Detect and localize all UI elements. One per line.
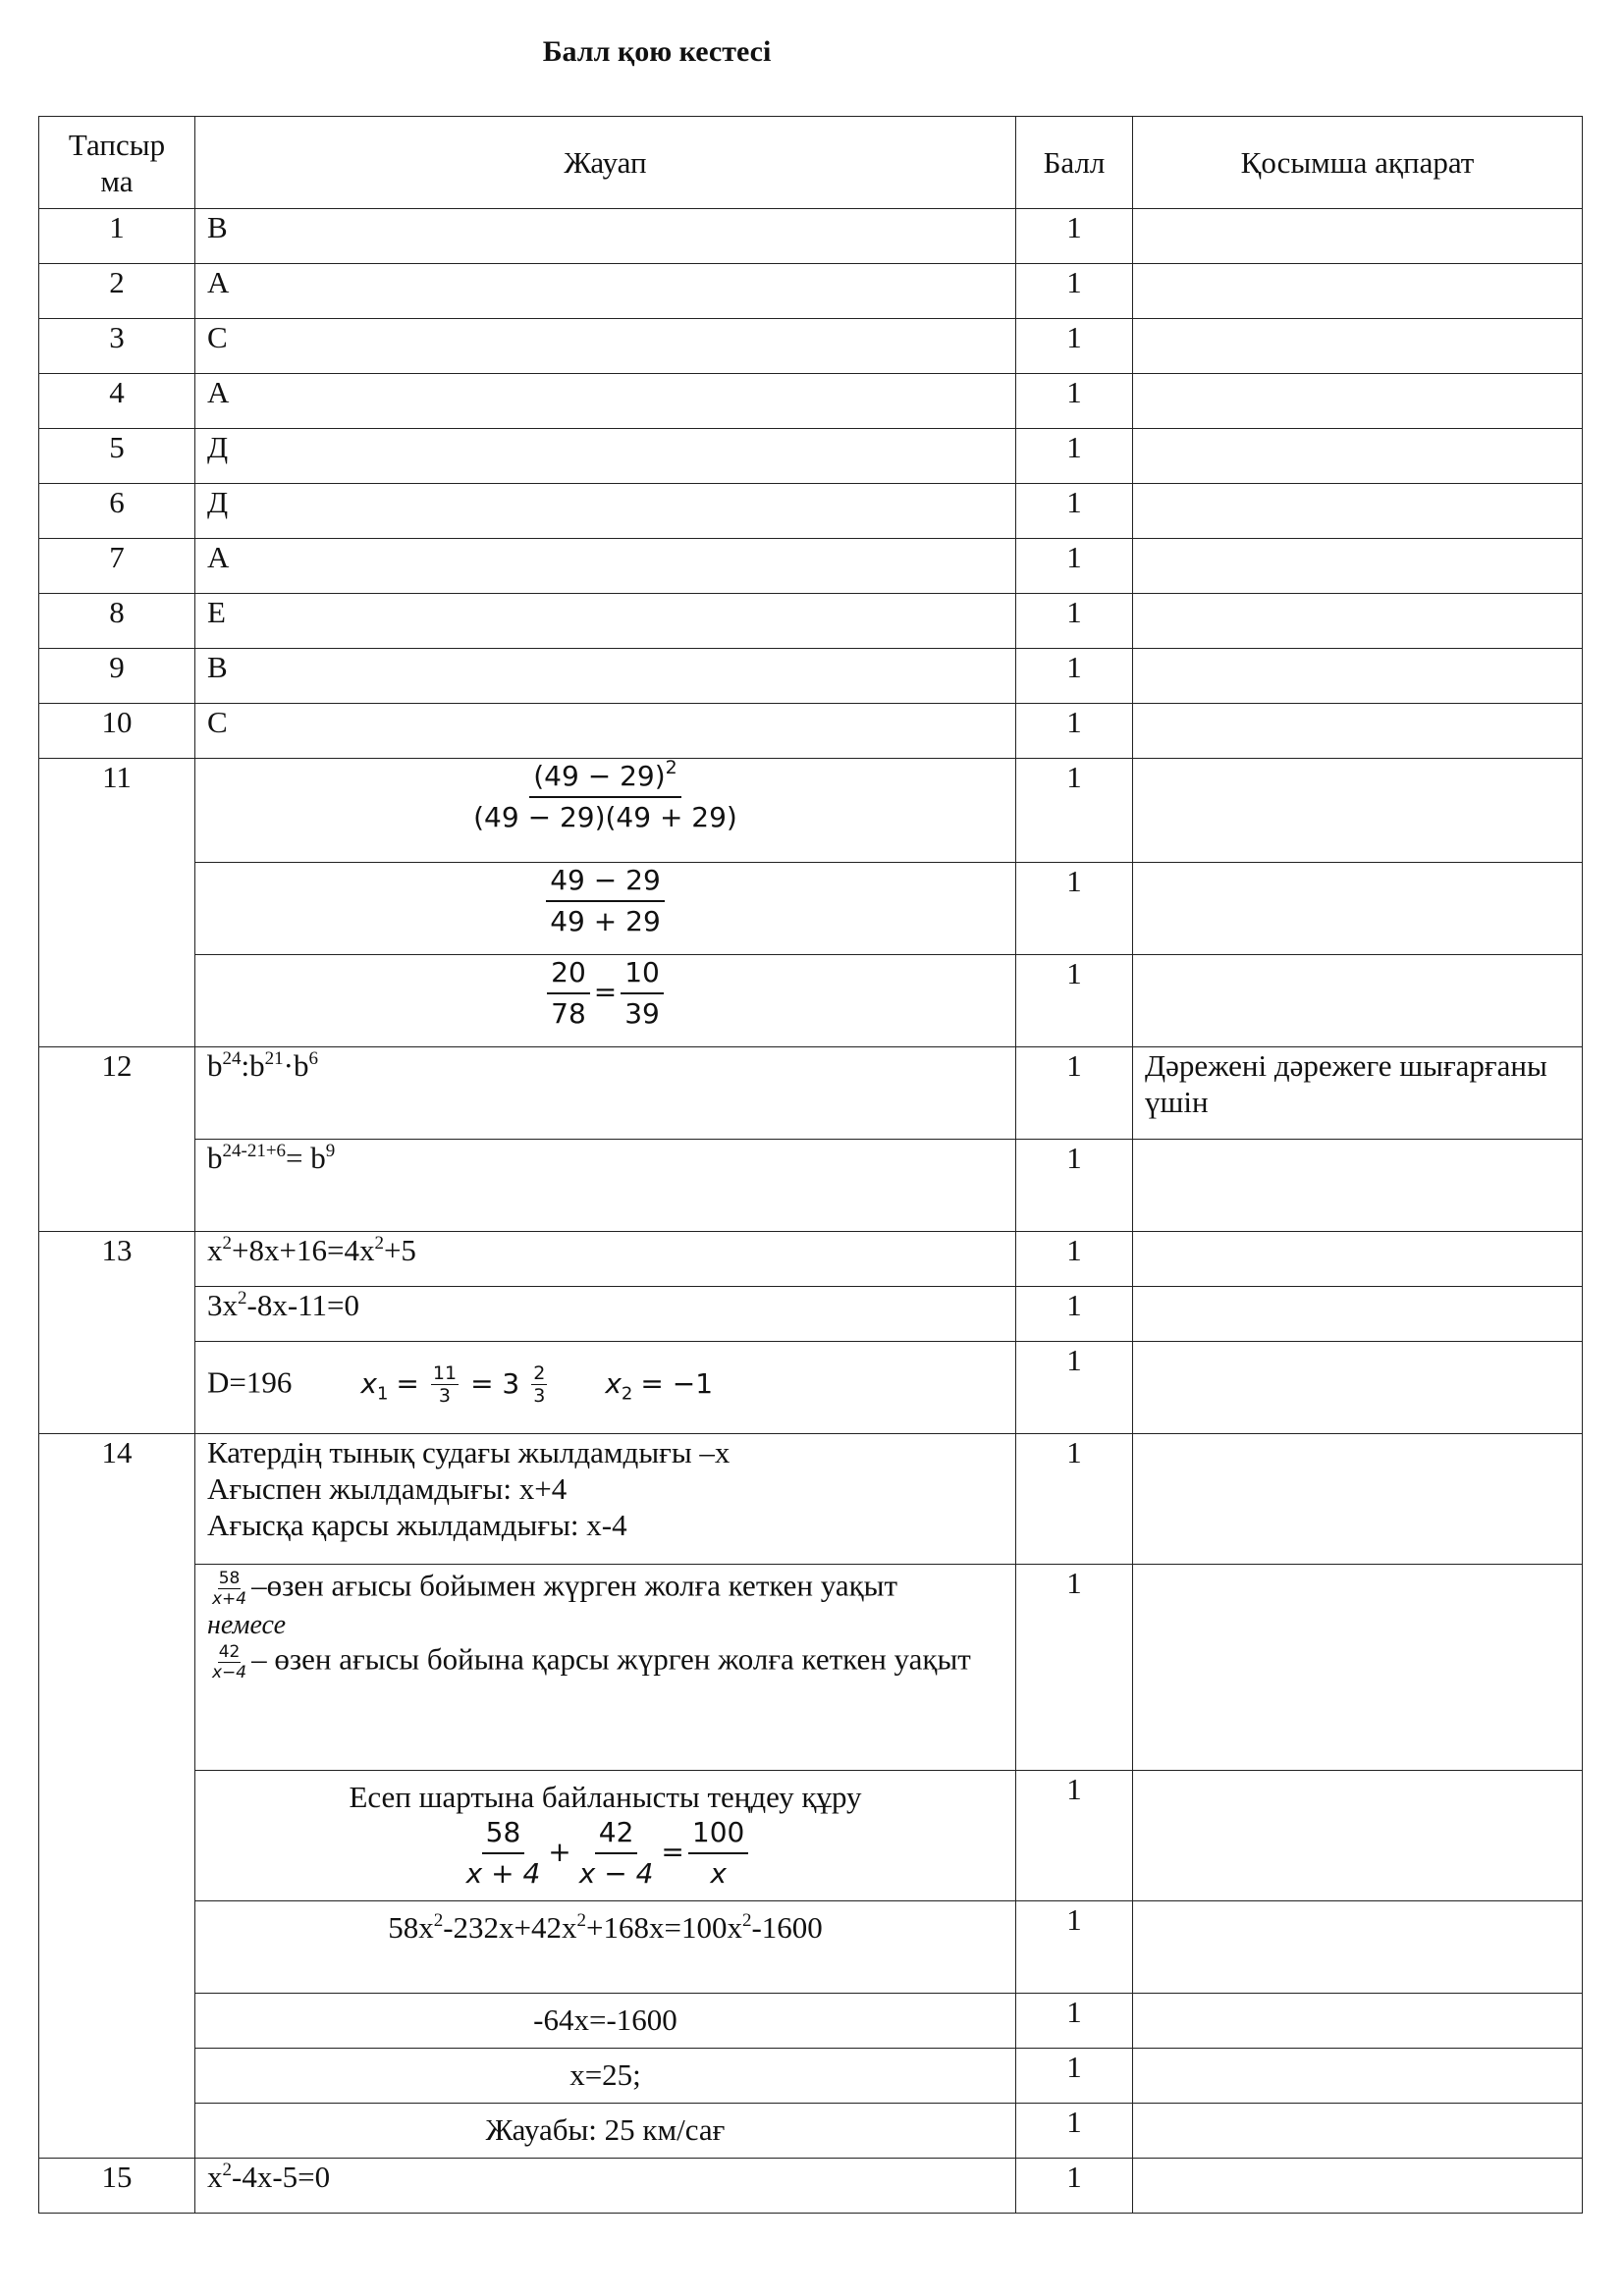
answer-cell: Жауабы: 25 км/сағ — [195, 2104, 1016, 2159]
extra-cell — [1133, 1140, 1583, 1232]
table-row-14-step-1 — [39, 1434, 1583, 1565]
fraction: $\frac{2}{3}$ — [533, 1362, 546, 1408]
extra-cell — [1133, 1994, 1583, 2049]
answer-cell: $\frac{20}{78}$ = $\frac{10}{39}$ — [195, 955, 1016, 1047]
answer-cell: $b^{24}:b^{21}\cdot b^6$ — [195, 1047, 1016, 1140]
page-title: Балл қою кестесі — [542, 35, 772, 68]
table-row-14-step-7 — [39, 2104, 1583, 2159]
task-number: 14 — [39, 1434, 195, 2159]
extra-cell — [1133, 863, 1583, 955]
answer-cell: $x^2+8x+16=4x^2+5$ — [195, 1232, 1016, 1287]
table-row — [39, 209, 1583, 264]
table-row-12-step-1 — [39, 1047, 1583, 1140]
score-cell: 1 — [1016, 1771, 1133, 1901]
grading-table — [38, 116, 1583, 2214]
table-row-14-step-6 — [39, 2049, 1583, 2104]
answer-cell: A — [195, 264, 1016, 319]
fraction: $\frac{100}{x}$ — [688, 1815, 748, 1892]
task-number: 5 — [39, 429, 195, 484]
score-cell: 1 — [1016, 1287, 1133, 1342]
score-cell: 1 — [1016, 1434, 1133, 1565]
answer-cell: E — [195, 594, 1016, 649]
extra-cell — [1133, 429, 1583, 484]
answer-cell — [195, 1434, 1016, 1565]
score-cell: 1 — [1016, 2049, 1133, 2104]
extra-cell — [1133, 1771, 1583, 1901]
score-cell: 1 — [1016, 1047, 1133, 1140]
extra-cell — [1133, 2049, 1583, 2104]
extra-cell — [1133, 2159, 1583, 2214]
fraction: $\frac{20}{78}$ — [547, 955, 590, 1032]
answer-cell: B — [195, 209, 1016, 264]
answer-cell: A — [195, 539, 1016, 594]
score-cell: 1 — [1016, 2159, 1133, 2214]
score-cell: 1 — [1016, 1901, 1133, 1994]
answer-cell: $3x^2-8x-11=0$ — [195, 1287, 1016, 1342]
header-task: Тапсыр ма — [39, 117, 195, 209]
fraction: $\frac{10}{39}$ — [621, 955, 664, 1032]
table-row-14-step-2 — [39, 1565, 1583, 1771]
extra-cell: Дәрежені дәрежеге шығарғаны үшін — [1133, 1047, 1583, 1140]
extra-cell — [1133, 374, 1583, 429]
extra-cell — [1133, 2104, 1583, 2159]
extra-cell — [1133, 759, 1583, 863]
score-cell: 1 — [1016, 264, 1133, 319]
table-row-14-step-3 — [39, 1771, 1583, 1901]
extra-cell — [1133, 704, 1583, 759]
task-number: 1 — [39, 209, 195, 264]
header-score: Балл — [1016, 117, 1133, 209]
score-cell: 1 — [1016, 429, 1133, 484]
answer-cell: C — [195, 319, 1016, 374]
extra-cell — [1133, 319, 1583, 374]
score-cell: 1 — [1016, 955, 1133, 1047]
fraction: $\frac{49 - 29}{49 + 29}$ — [546, 863, 665, 939]
answer-cell: $b^{24-21+6}= b^9$ — [195, 1140, 1016, 1232]
table-row-13-step-2 — [39, 1287, 1583, 1342]
score-cell: 1 — [1016, 1232, 1133, 1287]
score-cell: 1 — [1016, 649, 1133, 704]
answer-cell: -64x=-1600 — [195, 1994, 1016, 2049]
answer-line: Ағыспен жылдамдығы: x+4 — [207, 1471, 568, 1506]
extra-cell — [1133, 264, 1583, 319]
extra-cell — [1133, 209, 1583, 264]
task-number: 15 — [39, 2159, 195, 2214]
answer-cell: B — [195, 649, 1016, 704]
answer-cell — [195, 759, 1016, 863]
extra-cell — [1133, 1232, 1583, 1287]
score-cell: 1 — [1016, 863, 1133, 955]
table-row — [39, 594, 1583, 649]
table-row-11-step-3 — [39, 955, 1583, 1047]
extra-cell — [1133, 539, 1583, 594]
extra-cell — [1133, 1901, 1583, 1994]
fraction: $\frac{42}{x - 4}$ — [578, 1816, 654, 1890]
table-row — [39, 539, 1583, 594]
extra-cell — [1133, 649, 1583, 704]
fraction: $\frac{58}{x+4}$ — [212, 1569, 247, 1609]
answer-cell: Д — [195, 429, 1016, 484]
extra-cell — [1133, 1342, 1583, 1434]
extra-cell — [1133, 1565, 1583, 1771]
score-cell: 1 — [1016, 1342, 1133, 1434]
task-number: 8 — [39, 594, 195, 649]
table-row-12-step-2 — [39, 1140, 1583, 1232]
table-row — [39, 649, 1583, 704]
score-cell: 1 — [1016, 1140, 1133, 1232]
table-row-13-step-3 — [39, 1342, 1583, 1434]
task-number: 11 — [39, 759, 195, 1047]
task-number: 13 — [39, 1232, 195, 1434]
table-row — [39, 374, 1583, 429]
task-number: 10 — [39, 704, 195, 759]
score-cell: 1 — [1016, 539, 1133, 594]
table-row-11-step-1 — [39, 759, 1583, 863]
extra-cell — [1133, 1434, 1583, 1565]
answer-cell: $58x^2-232x+42x^2+168x=100x^2-1600$ — [195, 1901, 1016, 1994]
score-cell: 1 — [1016, 374, 1133, 429]
table-row — [39, 484, 1583, 539]
table-row-14-step-4 — [39, 1901, 1583, 1994]
task-number: 12 — [39, 1047, 195, 1232]
score-cell: 1 — [1016, 704, 1133, 759]
score-cell: 1 — [1016, 1565, 1133, 1771]
answer-line: Катердің тынық судағы жылдамдығы –x — [207, 1435, 731, 1469]
score-cell: 1 — [1016, 759, 1133, 863]
task-number: 2 — [39, 264, 195, 319]
table-row-14-step-5 — [39, 1994, 1583, 2049]
fraction: $\frac{(49 - 29)^2}{(49 - 29)(49 + 29)}$ — [473, 757, 737, 833]
answer-line: Ағысқа қарсы жылдамдығы: x-4 — [207, 1508, 627, 1542]
task-number: 4 — [39, 374, 195, 429]
extra-cell — [1133, 594, 1583, 649]
task-number: 3 — [39, 319, 195, 374]
answer-cell: D=196 $x_1$ = $\frac{11}{3}$ = 3 $\frac{2}{3}$ $x_2 = -1$ — [195, 1342, 1016, 1434]
fraction: $\frac{58}{x + 4}$ — [465, 1816, 541, 1890]
score-cell: 1 — [1016, 2104, 1133, 2159]
table-row — [39, 704, 1583, 759]
fraction: $\frac{42}{x-4}$ — [212, 1642, 247, 1682]
score-cell: 1 — [1016, 1994, 1133, 2049]
answer-cell — [195, 863, 1016, 955]
answer-cell: A — [195, 374, 1016, 429]
table-row — [39, 319, 1583, 374]
table-header-row — [39, 117, 1583, 209]
fraction: $\frac{11}{3}$ — [432, 1362, 458, 1408]
table-row-15 — [39, 2159, 1583, 2214]
task-number: 7 — [39, 539, 195, 594]
answer-or: немесе — [207, 1610, 287, 1640]
answer-cell: Есеп шартына байланысты теңдеу құру $\frac{58}{x + 4}$ + $\frac{42}{x - 4}$ = $\frac{100}{x}$ — [195, 1771, 1016, 1901]
table-row — [39, 429, 1583, 484]
score-cell: 1 — [1016, 594, 1133, 649]
answer-cell: $\frac{58}{x+4}$ –өзен ағысы бойымен жүрген жолға кеткен уақыт немесе $\frac{42}{x-4}$ – өзен ағысы бойына қарсы жүрген жолға кеткен уақыт — [195, 1565, 1016, 1771]
answer-cell: C — [195, 704, 1016, 759]
task-number: 6 — [39, 484, 195, 539]
score-cell: 1 — [1016, 484, 1133, 539]
task-number: 9 — [39, 649, 195, 704]
score-cell: 1 — [1016, 209, 1133, 264]
extra-cell — [1133, 484, 1583, 539]
extra-cell — [1133, 955, 1583, 1047]
table-row-13-step-1 — [39, 1232, 1583, 1287]
score-cell: 1 — [1016, 319, 1133, 374]
header-answer: Жауап — [195, 117, 1016, 209]
header-extra: Қосымша ақпарат — [1133, 117, 1583, 209]
table-row-11-step-2 — [39, 863, 1583, 955]
extra-cell — [1133, 1287, 1583, 1342]
answer-cell: x=25; — [195, 2049, 1016, 2104]
table-row — [39, 264, 1583, 319]
answer-cell: $x^2-4x-5=0$ — [195, 2159, 1016, 2214]
answer-cell: Д — [195, 484, 1016, 539]
